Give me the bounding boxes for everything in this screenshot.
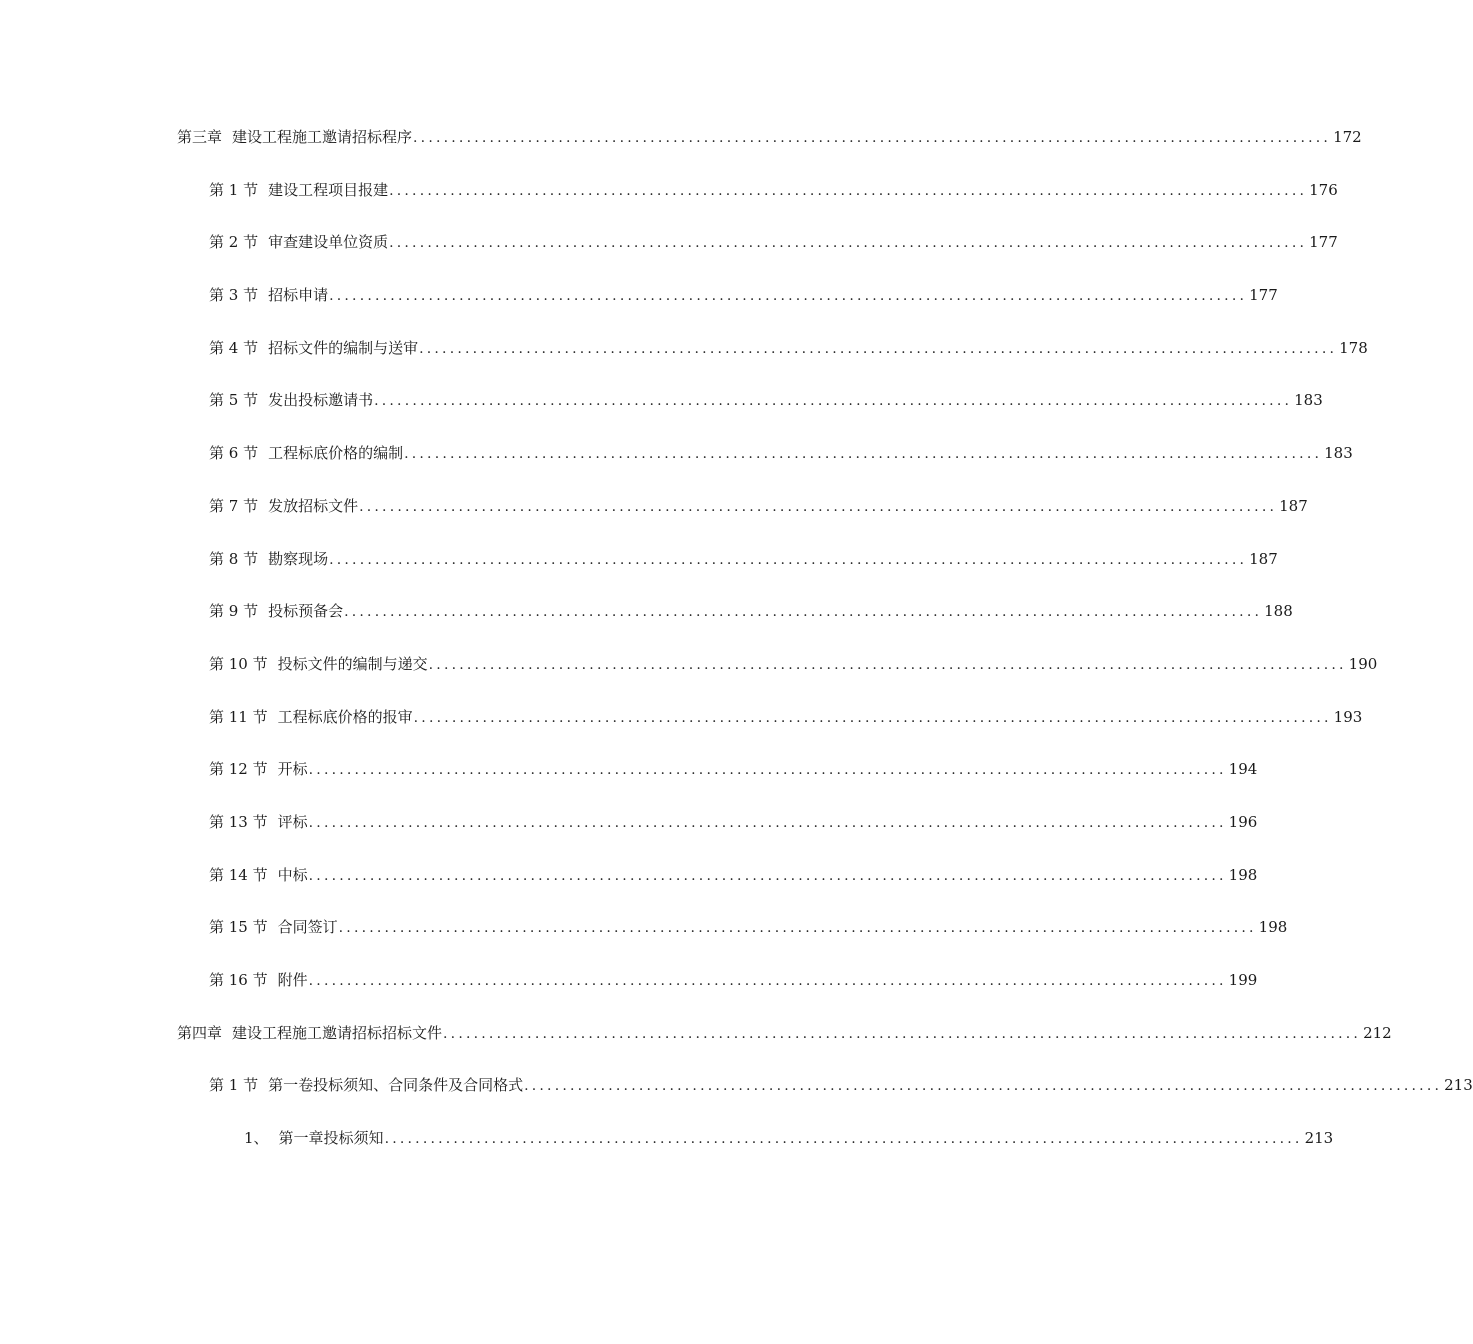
toc-entry-number: 第 3 节 [209, 286, 259, 305]
toc-entry-line [209, 179, 1338, 202]
toc-section-entry[interactable] [0, 916, 1288, 969]
toc-entry-title: 开标 [277, 760, 308, 779]
toc-entry-title: 招标文件的编制与送审 [268, 338, 419, 357]
toc-page-number: 199 [1228, 971, 1258, 989]
toc-dot-leader: ........................................................................................................................ [374, 393, 1293, 410]
toc-dot-leader: ........................................................................................................................ [389, 235, 1308, 252]
toc-entry-number: 第 11 节 [209, 707, 268, 726]
toc-section-entry[interactable] [0, 600, 1293, 653]
toc-dot-leader: ........................................................................................................................ [428, 656, 1347, 673]
table-of-contents [0, 126, 1473, 1180]
toc-entry-line [209, 600, 1293, 623]
toc-dot-leader: ........................................................................................................................ [338, 920, 1257, 937]
toc-page-number: 212 [1363, 1023, 1392, 1042]
toc-entry-title: 工程标底价格的编制 [268, 444, 404, 463]
toc-page-number: 213 [1444, 1076, 1473, 1095]
toc-section-entry[interactable] [0, 495, 1308, 548]
toc-entry-title: 建设工程项目报建 [268, 180, 389, 199]
toc-entry-number: 1、 [244, 1129, 269, 1148]
toc-entry-line [209, 916, 1288, 939]
toc-page-number: 183 [1324, 444, 1353, 463]
toc-entry-line [209, 548, 1278, 571]
toc-entry-line [209, 231, 1338, 254]
toc-dot-leader: ........................................................................................................................ [389, 182, 1308, 199]
toc-page-number: 188 [1264, 602, 1293, 621]
toc-dot-leader: ........................................................................................................................ [308, 762, 1227, 779]
toc-entry-line [177, 126, 1362, 149]
toc-section-entry[interactable] [0, 337, 1368, 390]
toc-entry-title: 中标 [277, 865, 308, 884]
toc-section-entry[interactable] [0, 389, 1323, 442]
toc-page-number: 178 [1339, 338, 1368, 357]
toc-dot-leader: ........................................................................................................................ [329, 288, 1248, 305]
toc-section-entry[interactable] [0, 442, 1353, 495]
toc-section-entry[interactable] [0, 706, 1363, 759]
toc-entry-title: 附件 [277, 971, 308, 989]
toc-section-entry[interactable] [0, 548, 1278, 601]
toc-page-number: 183 [1294, 391, 1323, 410]
toc-page-number: 198 [1228, 865, 1258, 884]
toc-dot-leader: ........................................................................................................................ [413, 709, 1332, 726]
toc-dot-leader: ........................................................................................................................ [359, 498, 1278, 515]
toc-dot-leader: ........................................................................................................................ [308, 973, 1227, 989]
toc-entry-number: 第 6 节 [209, 444, 259, 463]
toc-page-number: 194 [1228, 760, 1258, 779]
toc-entry-number: 第 8 节 [209, 549, 259, 568]
toc-entry-title: 合同签订 [277, 918, 338, 937]
toc-dot-leader: ........................................................................................................................ [524, 1078, 1443, 1095]
toc-entry-line [209, 337, 1368, 360]
toc-entry-number: 第 16 节 [209, 971, 268, 989]
toc-entry-line [177, 1022, 1392, 1045]
toc-entry-number: 第三章 [177, 128, 223, 146]
toc-dot-leader: ........................................................................................................................ [344, 604, 1263, 621]
toc-dot-leader: ........................................................................................................................ [308, 867, 1227, 884]
toc-section-entry[interactable] [0, 179, 1338, 232]
toc-section-entry[interactable] [0, 1074, 1473, 1127]
toc-entry-title: 发放招标文件 [268, 496, 359, 515]
toc-entry-title: 建设工程施工邀请招标程序 [232, 128, 413, 146]
toc-page-number: 176 [1309, 180, 1338, 199]
toc-page-number: 213 [1304, 1129, 1334, 1148]
toc-section-entry[interactable] [0, 284, 1278, 337]
toc-dot-leader: ........................................................................................................................ [404, 446, 1323, 463]
toc-chapter-entry[interactable] [0, 1022, 1392, 1075]
toc-entry-number: 第四章 [177, 1023, 223, 1042]
toc-entry-number: 第 12 节 [209, 760, 268, 779]
toc-entry-title: 第一卷投标须知、合同条件及合同格式 [268, 1076, 524, 1095]
toc-entry-title: 勘察现场 [268, 549, 329, 568]
toc-entry-line [209, 864, 1258, 887]
toc-entry-line [209, 653, 1378, 676]
toc-chapter-entry[interactable] [0, 126, 1362, 179]
toc-entry-line [209, 1074, 1473, 1097]
toc-page-number: 193 [1333, 707, 1363, 726]
toc-page-number: 177 [1249, 286, 1278, 305]
toc-entry-number: 第 9 节 [209, 602, 259, 621]
toc-entry-line [209, 442, 1353, 465]
toc-entry-number: 第 7 节 [209, 496, 259, 515]
toc-page-number: 190 [1348, 654, 1378, 673]
toc-entry-title: 招标申请 [268, 286, 329, 305]
toc-entry-title: 第一章投标须知 [278, 1129, 384, 1148]
toc-section-entry[interactable] [0, 653, 1378, 706]
toc-section-entry[interactable] [0, 758, 1258, 811]
toc-entry-title: 评标 [277, 812, 308, 831]
toc-section-entry[interactable] [0, 864, 1258, 917]
toc-entry-title: 审查建设单位资质 [268, 233, 389, 252]
toc-subsection-entry[interactable] [0, 1127, 1334, 1180]
toc-entry-title: 工程标底价格的报审 [277, 707, 413, 726]
toc-entry-line [209, 706, 1363, 729]
toc-dot-leader: ........................................................................................................................ [308, 814, 1227, 831]
toc-entry-number: 第 1 节 [209, 180, 259, 199]
toc-entry-number: 第 10 节 [209, 654, 268, 673]
toc-entry-number: 第 1 节 [209, 1076, 259, 1095]
toc-dot-leader: ........................................................................................................................ [329, 551, 1248, 568]
toc-page-number: 187 [1279, 496, 1308, 515]
toc-page-number: 172 [1333, 128, 1362, 146]
toc-entry-title: 建设工程施工邀请招标招标文件 [232, 1023, 443, 1042]
toc-entry-number: 第 15 节 [209, 918, 268, 937]
toc-dot-leader: ........................................................................................................................ [419, 340, 1338, 357]
toc-dot-leader: ........................................................................................................................ [384, 1131, 1303, 1148]
toc-page-number: 198 [1258, 918, 1288, 937]
toc-section-entry[interactable] [0, 231, 1338, 284]
toc-entry-line [209, 969, 1258, 992]
toc-section-entry[interactable] [0, 969, 1258, 1022]
toc-dot-leader: ........................................................................................................................ [443, 1025, 1362, 1042]
toc-entry-title: 投标预备会 [268, 602, 344, 621]
toc-entry-title: 发出投标邀请书 [268, 391, 374, 410]
toc-entry-number: 第 2 节 [209, 233, 259, 252]
toc-entry-line [209, 389, 1323, 412]
toc-entry-line [209, 284, 1278, 307]
toc-entry-line [209, 811, 1258, 834]
toc-entry-line [209, 495, 1308, 518]
toc-entry-number: 第 4 节 [209, 338, 259, 357]
toc-dot-leader: ........................................................................................................................ [413, 130, 1332, 146]
toc-entry-line [244, 1127, 1334, 1150]
toc-entry-title: 投标文件的编制与递交 [277, 654, 428, 673]
toc-entry-line [209, 758, 1258, 781]
toc-page-number: 177 [1309, 233, 1338, 252]
toc-page-number: 187 [1249, 549, 1278, 568]
toc-section-entry[interactable] [0, 811, 1258, 864]
toc-entry-number: 第 13 节 [209, 812, 268, 831]
toc-entry-number: 第 5 节 [209, 391, 259, 410]
toc-page-number: 196 [1228, 812, 1258, 831]
toc-entry-number: 第 14 节 [209, 865, 268, 884]
